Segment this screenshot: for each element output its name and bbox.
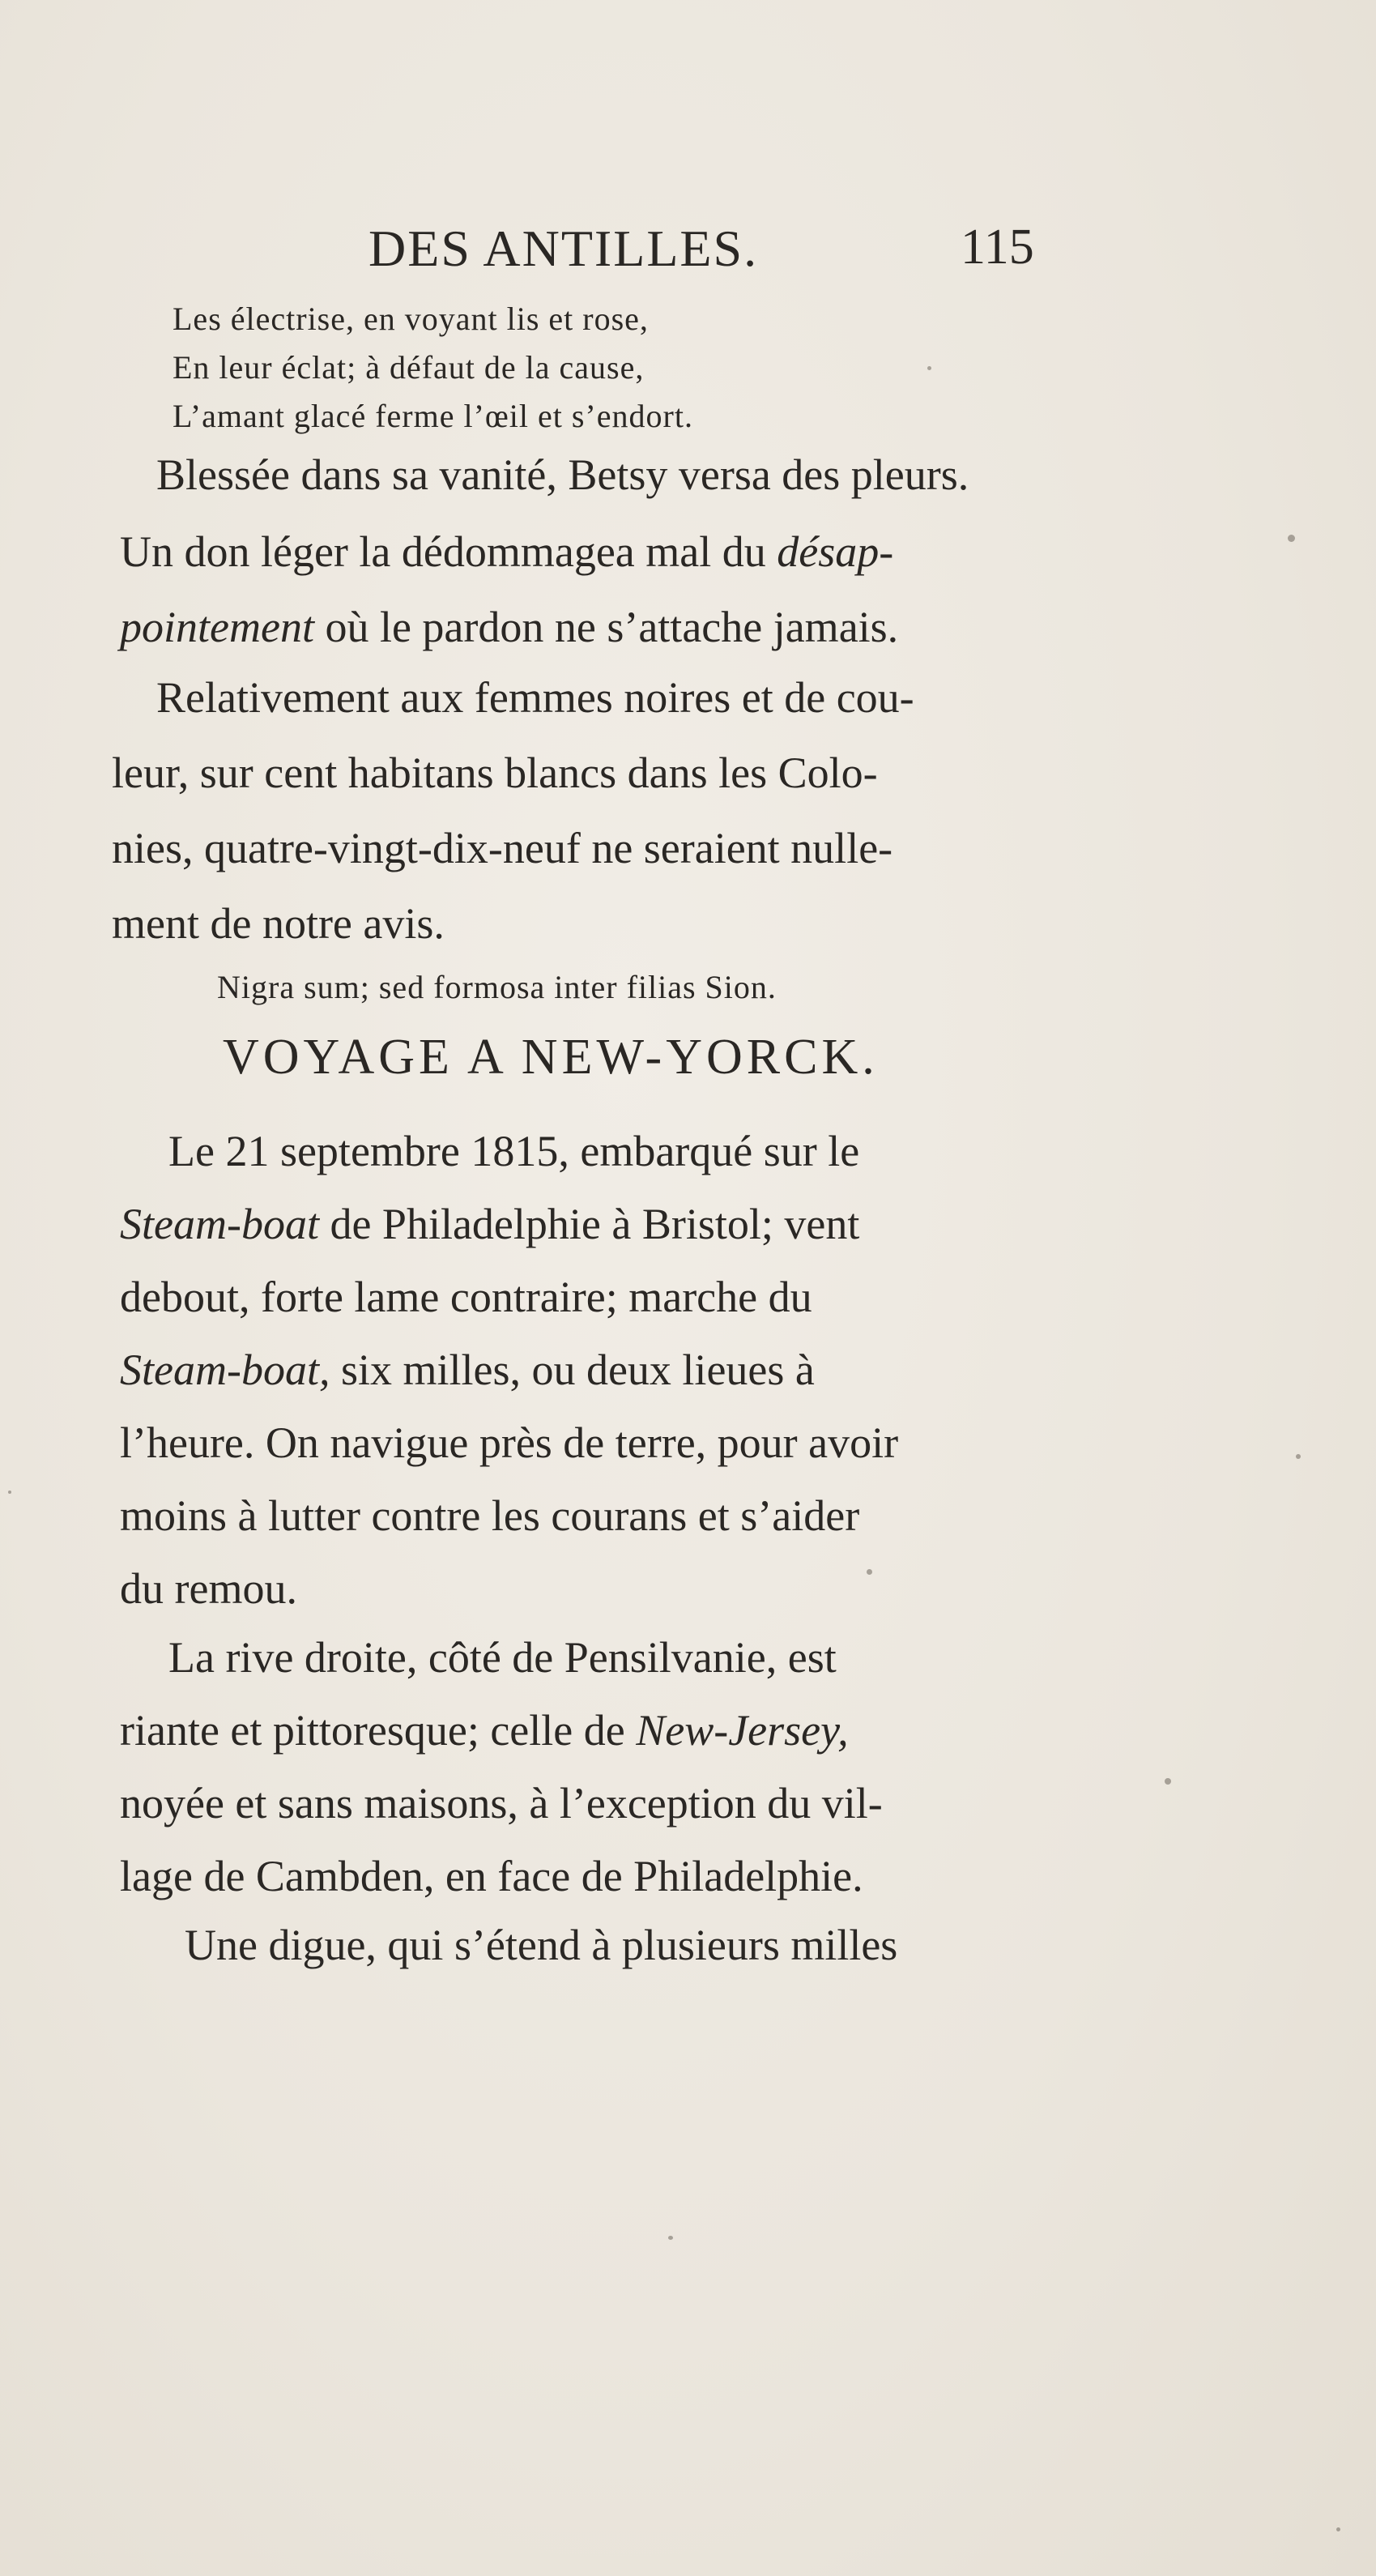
- running-head: DES ANTILLES.: [368, 220, 759, 277]
- text-line: nies, quatre-vingt-dix-neuf ne seraient nulle-: [112, 824, 893, 872]
- paper-speck: [1336, 2527, 1340, 2531]
- text-line: Une digue, qui s’étend à plusieurs milles: [185, 1921, 898, 1969]
- text-line: du remou.: [120, 1564, 297, 1613]
- paper-speck: [8, 1491, 11, 1494]
- paper-speck: [927, 366, 931, 370]
- text-line: [120, 527, 893, 577]
- text-span: de Philadelphie à Bristol; vent: [318, 1200, 860, 1248]
- italic-span: pointement: [120, 603, 314, 651]
- page-number: 115: [961, 220, 1034, 275]
- text-span: six milles, ou deux lieues à: [330, 1346, 815, 1394]
- text-span: riante et pittoresque; celle de: [120, 1706, 637, 1755]
- italic-span: Steam-boat: [120, 1200, 319, 1248]
- text-span: où le pardon ne s’attache jamais.: [325, 603, 899, 651]
- italic-span: New-Jersey,: [636, 1706, 849, 1755]
- paper-speck: [867, 1569, 872, 1575]
- text-line: La rive droite, côté de Pensilvanie, est: [168, 1633, 837, 1682]
- text-line: Le 21 septembre 1815, embarqué sur le: [168, 1127, 860, 1175]
- verse-line: Les électrise, en voyant lis et rose,: [173, 301, 649, 337]
- text-line: noyée et sans maisons, à l’exception du vil-: [120, 1779, 883, 1828]
- text-line: [120, 1199, 859, 1249]
- text-line: [120, 1705, 849, 1755]
- italic-span: Steam-boat,: [120, 1346, 330, 1394]
- text-line: [120, 1345, 815, 1395]
- text-line: [120, 602, 898, 652]
- verse-line: L’amant glacé ferme l’œil et s’endort.: [173, 398, 693, 434]
- text-line: Blessée dans sa vanité, Betsy versa des pleurs.: [156, 450, 969, 499]
- text-line: moins à lutter contre les courans et s’aider: [120, 1491, 860, 1540]
- paper-speck: [1296, 1454, 1301, 1459]
- text-span: Un don léger la dédommagea mal du: [120, 527, 766, 576]
- text-line: Relativement aux femmes noires et de cou-: [156, 673, 914, 722]
- epigraph: Nigra sum; sed formosa inter filias Sion.: [217, 969, 777, 1005]
- text-line: lage de Cambden, en face de Philadelphie.: [120, 1852, 863, 1900]
- paper-speck: [1165, 1778, 1171, 1785]
- text-line: leur, sur cent habitans blancs dans les Colo-: [112, 748, 878, 797]
- italic-span: désap-: [777, 527, 894, 576]
- text-line: debout, forte lame contraire; marche du: [120, 1273, 812, 1321]
- text-line: ment de notre avis.: [112, 899, 445, 948]
- paper-speck: [1288, 535, 1295, 542]
- paper-speck: [668, 2236, 673, 2240]
- verse-line: En leur éclat; à défaut de la cause,: [173, 349, 645, 386]
- text-line: l’heure. On navigue près de terre, pour avoir: [120, 1418, 899, 1467]
- section-title: VOYAGE A NEW-YORCK.: [223, 1030, 879, 1085]
